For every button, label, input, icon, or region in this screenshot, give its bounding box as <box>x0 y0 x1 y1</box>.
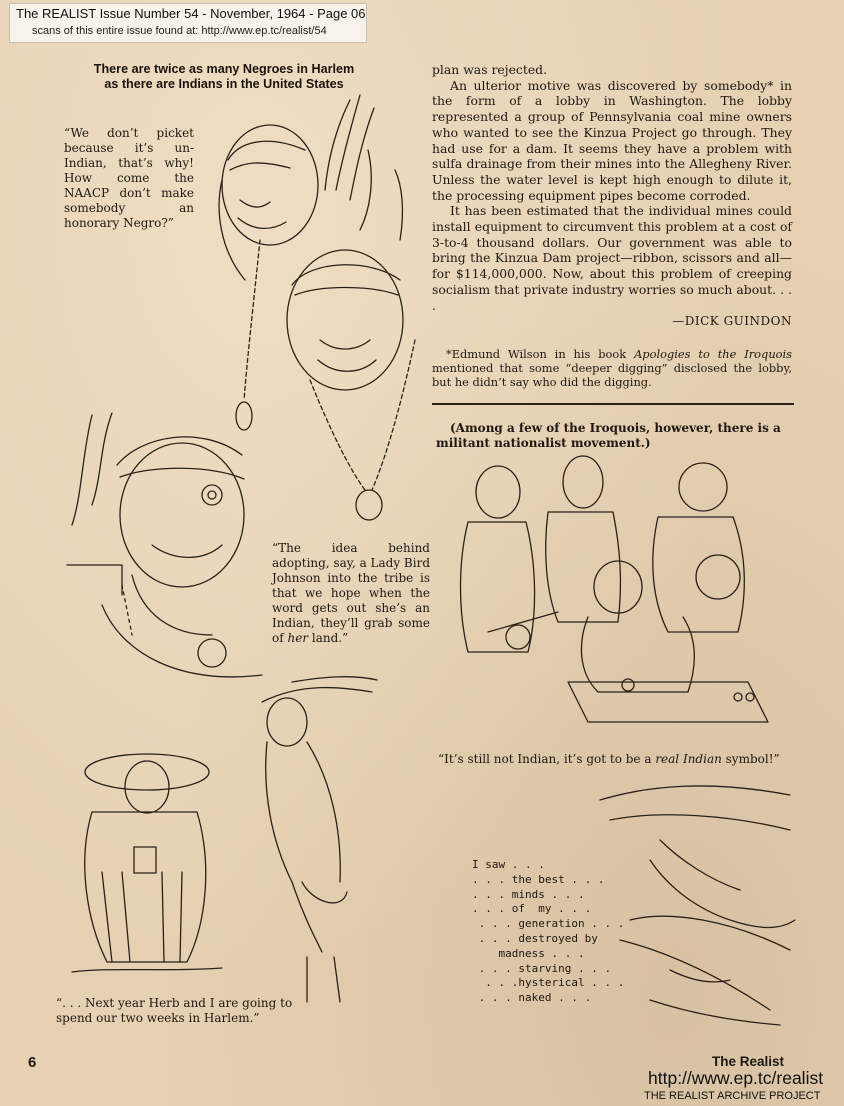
quote-naacp: “We don’t picket because it’s un-Indian, that’s why! How come the NAACP don’t make somebody an honorary Negro?” <box>64 126 194 230</box>
page-number: 6 <box>28 1054 37 1071</box>
poem-line: . . . destroyed by <box>472 931 598 945</box>
byline: —DICK GUINDON <box>672 314 792 328</box>
caption-symbol-italic: real Indian <box>655 752 722 766</box>
article-paragraph-1: plan was rejected. <box>432 62 548 77</box>
article-column <box>432 62 792 313</box>
banner-title: The REALIST Issue Number 54 - November, 1964 - Page 06 <box>16 6 366 21</box>
poem-line: madness . . . <box>472 946 585 960</box>
footnote-book-title: Apologies to the Iroquois <box>634 347 793 361</box>
caption-harlem: “. . . Next year Herb and I are going to spend our two weeks in Harlem.” <box>56 996 293 1025</box>
quote-ladybird-before: “The idea behind adopting, say, a Lady Bird Johnson into the tribe is that we hope when the word gets out she’s an Indian, they’ll grab some of <box>272 541 431 645</box>
illustration-chief-with-beads <box>62 395 292 695</box>
iroquois-note: (Among a few of the Iroquois, however, there is a militant nationalist movement.) <box>436 421 781 450</box>
footnote <box>432 347 792 389</box>
poem-line: . . . starving . . . <box>472 961 612 975</box>
footnote-before: *Edmund Wilson in his book <box>446 347 635 361</box>
headline-line-2: as there are Indians in the United States <box>104 77 344 91</box>
article-paragraph-3: It has been estimated that the individual mines could install equipment to circumvent this problem at a cost of 3-to-4 thousand dollars. Our government was able to bring the Kinzua Dam project—ribbon, scissors and all—for $114,000,000. Now, about this problem of creeping socialism that private industry worries so much about. . . . <box>432 203 792 313</box>
quote-ladybird-italic: her <box>287 631 309 645</box>
article-paragraph-2: An ulterior motive was discovered by somebody* in the form of a lobby in Washington. The lobby represented a group of Pennsylvania coal mine owners who wanted to see the Kinzua Project go through. They had use for a dam. It seems they have a problem with sulfa drainage from their mines into the Allegheny River. Unless the water level is kept high enough to dilute it, the processing equipment pipes become corroded. <box>432 77 792 203</box>
poem-line: . . . generation . . . <box>472 917 625 931</box>
poem-line: . . . of my . . . <box>472 902 592 916</box>
footnote-after: mentioned that some “deeper digging” disclosed the lobby, but he didn’t say who did the digging. <box>432 361 792 389</box>
banner-scan-link[interactable]: scans of this entire issue found at: http://www.ep.tc/realist/54 <box>32 25 327 37</box>
quote-ladybird <box>272 541 430 646</box>
headline-line-1: There are twice as many Negroes in Harlem <box>93 62 355 76</box>
quote-ladybird-after: land.” <box>308 631 349 645</box>
headline <box>44 62 404 92</box>
illustration-hands <box>590 780 810 1030</box>
illustration-iroquois-group <box>448 452 788 742</box>
poem-line: . . . the best . . . <box>472 872 605 886</box>
poem-line: . . .hysterical . . . <box>472 976 625 990</box>
poem-line: I saw . . . <box>472 858 545 871</box>
caption-symbol-after: symbol!” <box>721 752 780 766</box>
section-divider <box>432 403 794 405</box>
poem-line: . . . naked . . . <box>472 991 592 1005</box>
magazine-name: The Realist <box>712 1054 785 1069</box>
poem-line: . . . minds . . . <box>472 887 585 901</box>
archive-banner <box>9 3 367 43</box>
illustration-tourist-and-indian <box>72 672 382 1002</box>
archive-url-link[interactable]: http://www.ep.tc/realist <box>648 1068 824 1088</box>
archive-project-label: THE REALIST ARCHIVE PROJECT <box>644 1090 821 1102</box>
caption-symbol-before: “It’s still not Indian, it’s got to be a <box>438 752 656 766</box>
caption-symbol <box>438 752 818 767</box>
